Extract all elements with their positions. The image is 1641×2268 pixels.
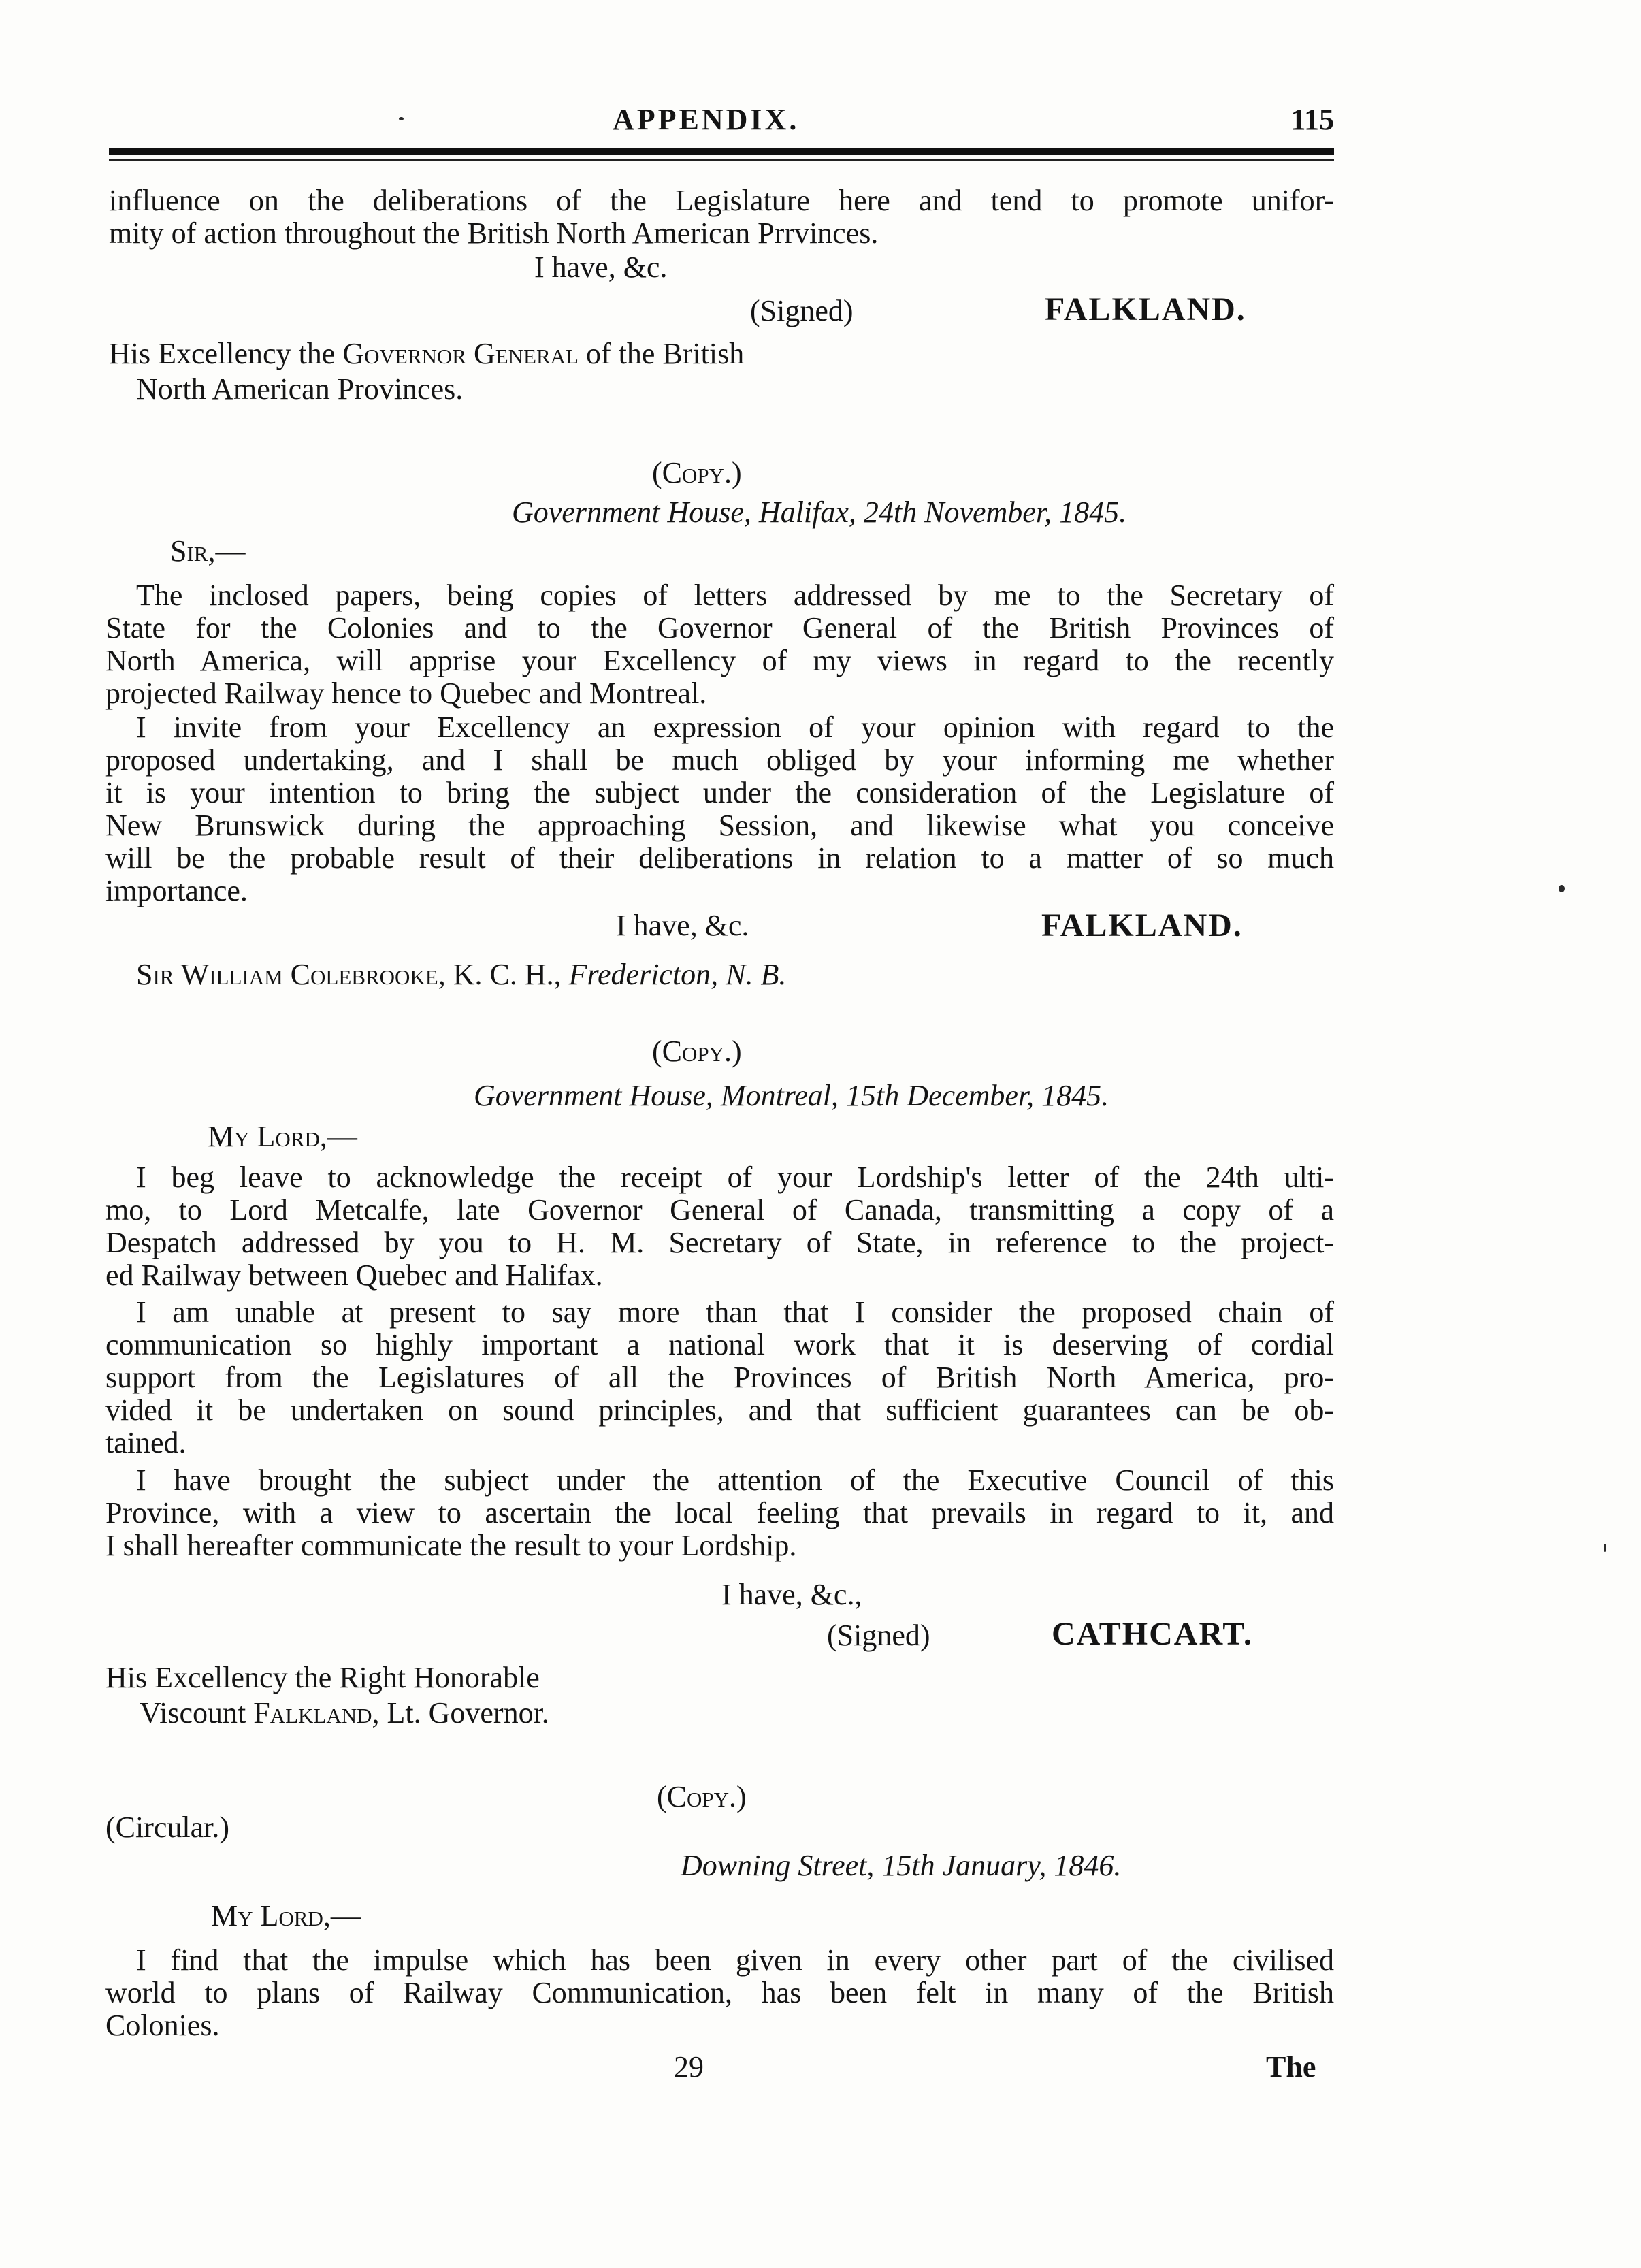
body-text-line: vided it be undertaken on sound principles, and that sufficient guarantees can be ob- <box>105 1393 1334 1427</box>
addressee-name: Sir William Colebrooke, K. C. H., <box>136 958 562 991</box>
circular-label: (Circular.) <box>105 1811 230 1844</box>
body-text-line: I beg leave to acknowledge the receipt of your Lordship's letter of the 24th ulti- <box>136 1161 1334 1194</box>
addressee-text: , Lt. Governor. <box>372 1696 549 1730</box>
addressee-place: Fredericton, N. B. <box>568 958 787 991</box>
addressee-line: North American Provinces. <box>136 372 464 406</box>
body-text-line: tained. <box>105 1426 186 1459</box>
body-text-line: State for the Colonies and to the Governor General of the British Provinces of <box>105 611 1334 645</box>
letter-closing: I have, &c. <box>534 250 668 284</box>
scan-speck <box>1604 1544 1606 1552</box>
body-text-line: Despatch addressed by you to H. M. Secretary of State, in reference to the project- <box>105 1226 1334 1259</box>
signatory-name: CATHCART. <box>1052 1616 1253 1652</box>
signature-mark: 29 <box>674 2050 704 2084</box>
letter-dateline: Government House, Halifax, 24th November, 1845. <box>512 496 1127 529</box>
scan-speck <box>399 117 404 120</box>
letter-closing: I have, &c. <box>616 909 749 942</box>
body-text-line: The inclosed papers, being copies of letters addressed by me to the Secretary of <box>136 579 1334 612</box>
catchword: The <box>1266 2050 1316 2084</box>
body-text-line: will be the probable result of their deliberations in relation to a matter of so much <box>105 841 1334 875</box>
addressee-text: His Excellency the <box>109 337 343 370</box>
body-text-line: Colonies. <box>105 2009 220 2042</box>
copy-label: (Copy.) <box>657 1780 747 1813</box>
letter-salutation: My Lord,— <box>211 1899 361 1932</box>
addressee-title: Governor General <box>342 337 579 370</box>
body-text-line: Province, with a view to ascertain the local feeling that prevails in regard to it, and <box>105 1496 1334 1529</box>
signatory-name: FALKLAND. <box>1041 907 1243 943</box>
addressee-line <box>140 1696 549 1730</box>
body-text-line: I have brought the subject under the attention of the Executive Council of this <box>136 1463 1334 1497</box>
copy-label: (Copy.) <box>652 1035 742 1068</box>
body-text-line: influence on the deliberations of the Legislature here and tend to promote unifor- <box>109 184 1334 217</box>
addressee-title: Falkland <box>253 1696 372 1730</box>
scan-speck <box>1559 885 1565 892</box>
letter-salutation: Sir,— <box>170 534 246 568</box>
addressee-text: of the British <box>578 337 745 370</box>
running-header-title: APPENDIX. <box>613 103 800 136</box>
body-text-line: ed Railway between Quebec and Halifax. <box>105 1259 603 1292</box>
body-text-line: New Brunswick during the approaching Session, and likewise what you conceive <box>105 809 1334 842</box>
signed-label: (Signed) <box>827 1619 930 1652</box>
body-text-line: it is your intention to bring the subject under the consideration of the Legislature of <box>105 776 1334 809</box>
body-text-line: North America, will apprise your Excellency of my views in regard to the recently <box>105 644 1334 677</box>
header-rule-thin <box>109 159 1334 161</box>
body-text-line: proposed undertaking, and I shall be much obliged by your informing me whether <box>105 743 1334 777</box>
header-rule <box>109 148 1334 155</box>
addressee-line: His Excellency the Right Honorable <box>105 1661 540 1694</box>
page-number: 115 <box>1290 103 1334 136</box>
letter-salutation: My Lord,— <box>208 1120 357 1153</box>
body-text-line: importance. <box>105 874 248 907</box>
addressee-line <box>136 958 786 992</box>
addressee-line <box>109 337 744 371</box>
body-text-line: mo, to Lord Metcalfe, late Governor General of Canada, transmitting a copy of a <box>105 1193 1334 1227</box>
signed-label: (Signed) <box>750 294 854 327</box>
copy-label: (Copy.) <box>652 456 742 489</box>
body-text-line: world to plans of Railway Communication, has been felt in many of the British <box>105 1976 1334 2009</box>
body-text-line: support from the Legislatures of all the Provinces of British North America, pro- <box>105 1361 1334 1394</box>
body-text-line: I shall hereafter communicate the result to your Lordship. <box>105 1529 797 1562</box>
letter-dateline: Government House, Montreal, 15th December, 1845. <box>474 1079 1109 1112</box>
addressee-text: Viscount <box>140 1696 254 1730</box>
body-text-line: projected Railway hence to Quebec and Montreal. <box>105 677 707 710</box>
body-text-line: I find that the impulse which has been given in every other part of the civilised <box>136 1943 1334 1977</box>
signatory-name: FALKLAND. <box>1045 291 1246 327</box>
body-text-line: I am unable at present to say more than that I consider the proposed chain of <box>136 1295 1334 1329</box>
body-text-line: communication so highly important a national work that it is deserving of cordial <box>105 1328 1334 1361</box>
body-text-line: mity of action throughout the British North American Prrvinces. <box>109 216 879 250</box>
letter-closing: I have, &c., <box>721 1578 862 1611</box>
body-text-line: I invite from your Excellency an expression of your opinion with regard to the <box>136 711 1334 744</box>
letter-dateline: Downing Street, 15th January, 1846. <box>681 1849 1122 1882</box>
